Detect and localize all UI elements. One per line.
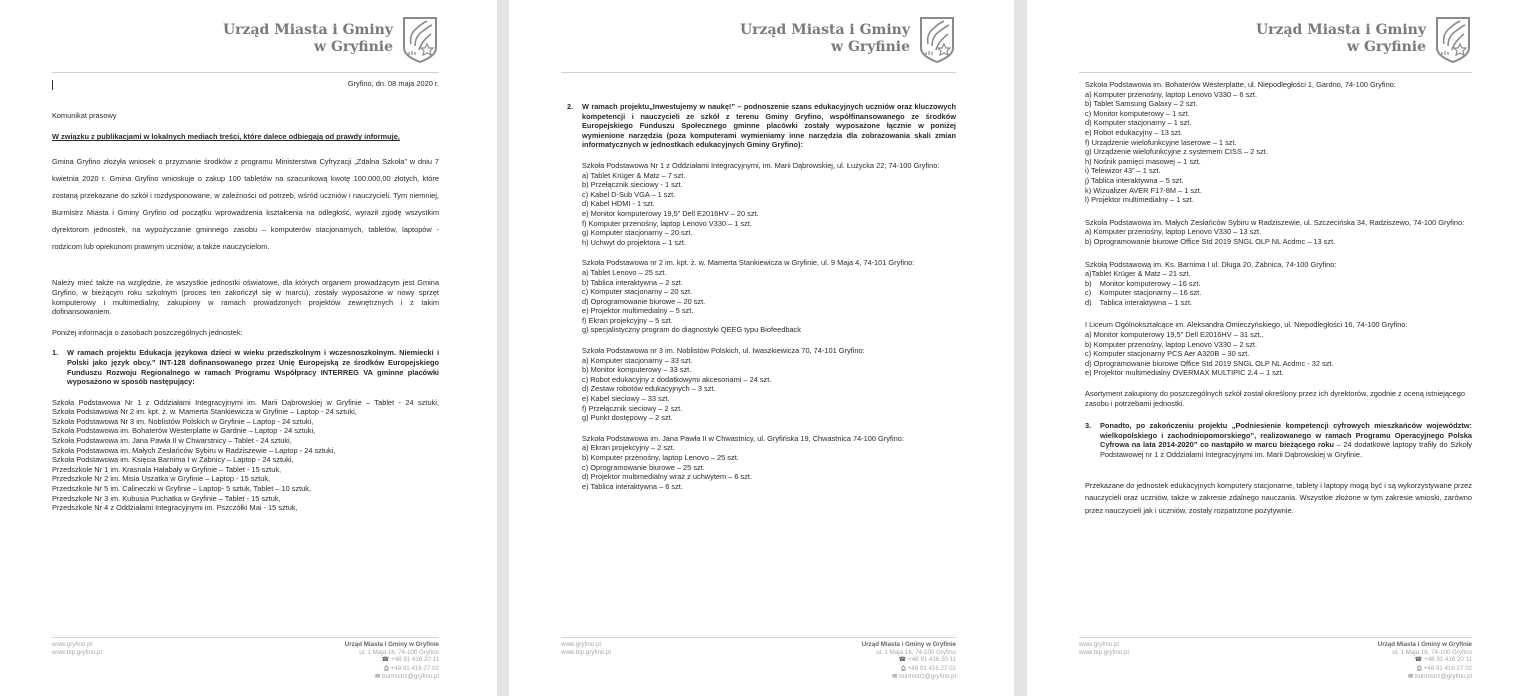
footer-email[interactable]: burmistrz@gryfino.pl — [1415, 673, 1472, 681]
equipment-item: h) Uchwyt do projektora – 1 szt. — [582, 237, 686, 247]
footer-address: ul. 1 Maja 16, 74-100 Gryfino — [876, 648, 956, 656]
fax-icon: ⎙ — [1416, 665, 1422, 672]
school-title: Szkoła Podstawowa im. Jana Pawła II w Chwastnicy, ul. Gryfińska 19, Chwastnica 74-100 Gryfino: — [582, 433, 904, 443]
letterhead-title — [223, 22, 393, 56]
letterhead — [223, 14, 439, 64]
footer-contact — [345, 641, 439, 682]
school-equipment-group — [1085, 80, 1472, 205]
school-title: Szkoła Podstawowa Nr 1 z Oddziałami Integracyjnymi, im. Marii Dąbrowskiej, ul. Łużycka 22; 74-100 Gryfino: — [582, 160, 940, 170]
school-equipment-group — [1085, 320, 1472, 378]
footer-links — [1079, 641, 1129, 656]
equipment-item: c) Robot edukacyjny z dodatkowymi akcesoriami – 24 szt. — [582, 374, 772, 384]
bip-link[interactable]: www.bip.gryfino.pl — [1079, 648, 1129, 656]
header-divider — [561, 72, 956, 73]
equipment-item: k) Wizualizer AVER F17-8M – 1 szt. — [1085, 185, 1202, 195]
equipment-item: e) Tablica interaktywna – 6 szt. — [582, 481, 683, 491]
phone-icon: ☎ — [898, 657, 907, 664]
footer-email[interactable]: burmistrz@gryfino.pl — [382, 673, 439, 681]
school-allocation: Przedszkole Nr 4 z Oddziałami Integracyjnymi im. Pszczółki Mai - 15 sztuk, — [52, 503, 298, 513]
school-title: I Liceum Ogólnokształcące im. Aleksandra Omieczyńskiego, ul. Niepodległości 16, 74-100 Gryfino: — [1085, 320, 1408, 330]
footer-phone: +48 91 416 20 11 — [908, 656, 956, 664]
coat-of-arms-icon — [918, 14, 956, 64]
school-equipment-group — [582, 434, 956, 492]
footer-email[interactable]: burmistrz@gryfino.pl — [899, 673, 956, 681]
school-allocation: Szkoła Podstawowa Nr 2 im. kpt. ż. w. Mamerta Stankiewicza w Gryfinie – Laptop - 24 sztuki, — [52, 407, 357, 417]
item-number: 1. — [52, 348, 59, 358]
website-link[interactable]: www.gryfino.pl — [1079, 641, 1119, 648]
equipment-item: b) Komputer przenośny, laptop Lenovo – 25 szt. — [582, 453, 739, 462]
school-equipment-group — [1085, 218, 1472, 247]
fax-icon: ⎙ — [383, 665, 389, 672]
equipment-item: g) Punkt dostępowy – 2 szt. — [582, 413, 673, 423]
school-title: Szkoła Podstawowa nr 3 im. Noblistów Polskich, ul. Iwaszkiewicza 70, 74-101 Gryfino: — [582, 346, 865, 356]
equipment-item: e) Projektor multimedialny OVERMAX MULTIPIC 2.4 – 1 szt. — [1085, 368, 1284, 378]
letterhead-title — [1256, 22, 1426, 56]
footer-org-name: Urząd Miasta i Gminy w Gryfinie — [344, 641, 439, 648]
equipment-item: c) Oprogramowanie biurowe – 25 szt. — [582, 462, 705, 472]
equipment-item: l) Projektor multimedialny – 1 szt. — [1085, 195, 1194, 205]
school-allocation: Przedszkole Nr 1 im. Krasnala Hałabały w Gryfinie – Tablet - 15 sztuk, — [52, 464, 282, 474]
page1-body — [52, 79, 439, 513]
bip-link[interactable]: www.bip.gryfino.pl — [561, 648, 611, 656]
equipment-item: b) Przełącznik sieciowy - 1 szt. — [582, 180, 683, 190]
school-title: Szkoła Podstawowa im. Bohaterów Westerplatte, ul. Niepodległości 1, Gardno, 74-100 Gryfino: — [1085, 80, 1396, 89]
item-text: W ramach projektu Edukacja językowa dzieci w wieku przedszkolnym i wczesnoszkolnym. Niemiecki i Polski jako język obcy.” INT-128 dofinansowanego przez Unię Europejską ze środków Europejskiego Funduszu Rozwoju Regionalnego w ramach Programu Współpracy INTERREG VA gminne placówki wyposażono w sposób następujący: — [67, 348, 439, 387]
equipment-item: a) Ekran projekcyjny – 2 szt. — [582, 443, 675, 453]
school-allocation: Szkoła Podstawowa im. Jana Pawła II w Chwarstnicy – Tablet - 24 sztuki, — [52, 436, 292, 446]
letterhead — [740, 14, 956, 64]
footer-links — [561, 641, 611, 656]
footer-address: ul. 1 Maja 16, 74-100 Gryfino — [1392, 648, 1472, 656]
email-icon: ✉ — [1408, 674, 1414, 681]
fax-icon: ⎙ — [900, 665, 906, 672]
school-allocation: Szkoła Podstawowa im. Bohaterów Westerplatte w Gardnie – Laptop - 24 sztuki, — [52, 426, 316, 436]
school-allocation: Szkoła Podstawowa im. Księcia Barnima I w Żabnicy – Laptop - 24 sztuki, — [52, 455, 294, 465]
equipment-item: a) Komputer przenośny, laptop Lenovo V330 – 6 szt. — [1085, 89, 1258, 99]
header-divider — [1079, 72, 1472, 73]
school-allocation: Szkoła Podstawowa Nr 1 z Oddziałami Integracyjnymi im. Marii Dąbrowskiej w Gryfinie – Tablet - 24 sztuki, — [52, 397, 439, 407]
intro-paragraph: Gmina Gryfino złożyła wniosek o przyznanie środków z programu Ministerstwa Cyfryzacji „Zdalna Szkoła” w dniu 7 kwietnia 2020 r. Gmina Gryfino wnioskuje o zakup 100 tabletów na szacunkową kwotę 100.000,00 złotych, które zostaną przekazane do szkół i rozdysponowane, w zależności od potrzeb, wśród uczniów i nauczycieli. Tym niemniej, Burmistrz Miasta i Gminy Gryfino od początku wprowadzenia kształcenia na odległość, wyraził zgodę wszystkim dyrektorom jednostek, na wypożyczanie gminnego zasobu – komputerów stacjonarnych, tabletów, laptopów - rodzicom lub opiekunom prawnym uczniów, a także nauczycielom. — [52, 156, 439, 252]
letterhead-title — [740, 22, 910, 56]
equipment-item: b) Tablet Samsung Galaxy – 2 szt. — [1085, 99, 1198, 109]
statement-heading: W związku z publikacjami w lokalnych mediach treści, które dalece odbiegają od prawdy informuję, — [52, 132, 400, 142]
item-text-rest: – 24 dodatkowe laptopy trafiły do Szkoły Podstawowej nr 1 z Oddziałami Integracyjnymi im. Marii Dąbrowskiej w Gryfinie. — [1100, 440, 1472, 459]
school-allocation: Szkoła Podstawowa Nr 3 im. Noblistów Polskich w Gryfinie – Laptop - 24 sztuki, — [52, 416, 314, 426]
equipment-item: f) Komputer przenośny, laptop Lenovo V330 – 1 szt. — [582, 218, 752, 228]
footer-fax: +48 91 416 27 02 — [907, 664, 956, 672]
closing-paragraph: Przekazane do jednostek edukacyjnych komputery stacjonarne, tablety i laptopy mogą być i są wykorzystywane przez nauczycieli oraz uczniów, także w zakresie zdalnego nauczania. Wszystkie złożone w tym zakresie wnioski, zarówno przez nauczycieli jak i uczniów, zostały rozpatrzone pozytywnie. — [1085, 480, 1472, 515]
phone-icon: ☎ — [381, 657, 390, 664]
footer-divider — [561, 637, 956, 638]
equipment-item: g) specjalistyczny program do diagnostyki QEEG typu Biofeedback — [582, 325, 801, 335]
document-page-2 — [509, 0, 1014, 696]
school-title: Szkoła Podstawowa im. Małych Zesłańców Sybiru w Radziszewie, ul. Szczecińska 34, Radziszewo, 74-100 Gryfino: — [1085, 217, 1465, 227]
assortment-note: Asortyment zakupiony do poszczególnych szkół został określony przez ich dyrektorów, zgodnie z oceną istniejącego zasobu i potrzebami jednostki. — [1085, 389, 1465, 408]
footer-contact — [1378, 641, 1472, 682]
org-name-line2: w Gryfinie — [314, 39, 393, 55]
equipment-item: c) Komputer stacjonarny – 16 szt. — [1085, 288, 1202, 298]
school-title: Szkołą Podstawową im. Ks. Barnima I ul. Długa 20, Żabnica, 74-100 Gryfino: — [1085, 259, 1337, 269]
equipment-item: f) Przełącznik sieciowy – 2 szt. — [582, 403, 683, 413]
footer-fax: +48 91 416 27 02 — [390, 664, 439, 672]
equipment-item: d) Zestaw robotów edukacyjnych – 3 szt. — [582, 384, 716, 394]
equipment-item: b) Monitor komputerowy – 16 szt. — [1085, 278, 1201, 288]
equipment-item: j) Tablica interaktywna – 5 szt. — [1085, 175, 1184, 185]
letter-date: Gryfino, dn. 08 maja 2020 r. — [347, 79, 439, 88]
school-equipment-group — [582, 161, 956, 247]
equipment-item: a)Tablet Krüger & Matz – 21 szt. — [1085, 269, 1191, 279]
org-name-line1: Urząd Miasta i Gminy — [222, 22, 393, 38]
equipment-item: b) Tablica interaktywna – 2 szt. — [582, 277, 683, 287]
equipment-item: f) Urządzenie wielofunkcyjne laserowe – 1 szt. — [1085, 137, 1237, 147]
school-allocation-list — [52, 398, 439, 513]
footer-contact — [862, 641, 956, 682]
footer-phone: +48 91 416 20 11 — [1424, 656, 1472, 664]
equipment-item: d) Oprogramowanie biurowe Office Std 2019 SNGL OLP NL Acdmc - 32 szt. — [1085, 358, 1334, 368]
equipment-item: c) Komputer stacjonarny – 20 szt. — [582, 287, 693, 297]
school-allocation: Szkoła Podstawowa im. Małych Zesłańców Sybiru w Radziszewie – Laptop - 24 sztuki, — [52, 445, 336, 455]
equipment-item: b) Monitor komputerowy – 33 szt. — [582, 365, 692, 375]
page3-body — [1085, 80, 1472, 517]
org-name-line1: Urząd Miasta i Gminy — [1255, 22, 1426, 38]
email-icon: ✉ — [375, 674, 381, 681]
equipment-item: c) Monitor komputerowy – 1 szt. — [1085, 108, 1190, 118]
equipment-item: a) Komputer przenośny, laptop Lenovo V330 – 13 szt. — [1085, 227, 1262, 237]
equipment-item: b) Oprogramowanie biurowe Office Std 2019 SNGL OLP NL Acdmc – 13 szt. — [1085, 236, 1336, 246]
equipment-item: e) Robot edukacyjny – 13 szt. — [1085, 127, 1183, 137]
equipment-paragraph: Należy mieć także na względzie, że wszystkie jednostki oświatowe, dla których organem prowadzącym jest Gmina Gryfino, w bieżącym roku szkolnym (proces ten zakończył się w marcu), zostały wyposażone w nowy sprzęt komputerowy i multimedialny, zakupiony w ramach prowadzonych projektów zewnętrznych i z takim dofinansowaniem. — [52, 278, 439, 317]
footer-fax: +48 91 416 27 02 — [1423, 664, 1472, 672]
numbered-item-2 — [567, 102, 956, 150]
footer-links — [52, 641, 102, 656]
equipment-item: d) Tablica interaktywna – 1 szt. — [1085, 297, 1193, 307]
equipment-item: b) Komputer przenośny, laptop Lenovo V330 – 2 szt. — [1085, 339, 1258, 349]
school-equipment-group — [582, 258, 956, 335]
document-type-label: Komunikat prasowy — [52, 110, 117, 120]
equipment-item: d) Projektor multimedialny wraz z uchwytem – 6 szt. — [582, 472, 753, 482]
header-divider — [52, 72, 439, 73]
equipment-item: e) Projektor multimedialny – 5 szt. — [582, 306, 694, 316]
document-page-1 — [0, 0, 497, 696]
school-equipment-group — [1085, 260, 1472, 308]
page2-body — [567, 102, 956, 491]
footer-phone: +48 91 416 20 11 — [391, 656, 439, 664]
coat-of-arms-icon — [1434, 14, 1472, 64]
equipment-item: a) Tablet Lenovo – 25 szt. — [582, 267, 667, 277]
item-text: W ramach projektu„Inwestujemy w naukę!” – podnoszenie szans edukacyjnych uczniów oraz kluczowych kompetencji i nauczycieli ze szkół z terenu Gminy Gryfino, współfinansowanego ze środków Europejskiego Funduszu Społecznego gminne placówki zostały wyposażone łącznie w poniżej wymienione narzędzia (poza komputerami wymieniamy inne narzędzia dla zobrazowania skali zmian informatycznych w jednostkach edukacyjnych Gminy Gryfino): — [582, 102, 956, 150]
website-link[interactable]: www.gryfino.pl — [52, 641, 92, 648]
equipment-item: g) Urządzenie wielofunkcyjne z systemem CISS – 2 szt. — [1085, 147, 1268, 157]
footer-org-name: Urząd Miasta i Gminy w Gryfinie — [1377, 641, 1472, 648]
equipment-item: h) Nośnik pamięci masowej – 1 szt. — [1085, 156, 1201, 166]
item-text-bold: Ponadto, po zakończeniu projektu „Podniesienie kompetencji cyfrowych mieszkańców województw: wielkopolskiego i zachodniopomorskiego”, realizowanego w ramach Programu Operacyjnego Polska Cyfrowa na lata 2014-2020” co nastąpiło w marcu bieżącego roku — [1100, 421, 1472, 450]
school-allocation: Przedszkole Nr 5 im. Calineczki w Gryfinie – Laptop- 5 sztuk, Tablet – 10 sztuk, — [52, 484, 312, 494]
bip-link[interactable]: www.bip.gryfino.pl — [52, 648, 102, 656]
footer-address: ul. 1 Maja 16, 74-100 Gryfino — [359, 648, 439, 656]
document-page-3 — [1027, 0, 1530, 696]
equipment-item: a) Tablet Krüger & Matz – 7 szt. — [582, 170, 686, 180]
footer-org-name: Urząd Miasta i Gminy w Gryfinie — [861, 641, 956, 648]
numbered-item-3 — [1085, 421, 1472, 459]
org-name-line2: w Gryfinie — [1347, 39, 1426, 55]
org-name-line1: Urząd Miasta i Gminy — [739, 22, 910, 38]
equipment-item: i) Telewizor 43” – 1 szt. — [1085, 166, 1161, 176]
equipment-item: g) Komputer stacjonarny – 20 szt. — [582, 228, 693, 238]
school-allocation: Przedszkole Nr 2 im. Misia Uszatka w Gryfinie – Laptop - 15 sztuk, — [52, 474, 271, 484]
equipment-item: e) Monitor komputerowy 19,5” Dell E2016HV – 20 szt. — [582, 208, 759, 218]
equipment-item: d) Kabel HDMI - 1 szt. — [582, 199, 655, 209]
equipment-item: f) Ekran projekcyjny – 5 szt. — [582, 315, 673, 325]
units-intro: Poniżej informacja o zasobach poszczególnych jednostek: — [52, 327, 243, 337]
numbered-item-1 — [52, 348, 439, 386]
org-name-line2: w Gryfinie — [831, 39, 910, 55]
equipment-item: c) Kabel D-Sub VGA – 1 szt. — [582, 189, 676, 199]
item-number: 2. — [567, 102, 574, 111]
equipment-item: d) Oprogramowanie biurowe – 20 szt. — [582, 296, 706, 306]
footer-divider — [1079, 637, 1472, 638]
equipment-item: e) Kabel sieciowy – 33 szt. — [582, 394, 670, 404]
phone-icon: ☎ — [1414, 657, 1423, 664]
equipment-item: d) Komputer stacjonarny – 1 szt. — [1085, 118, 1192, 128]
equipment-item: c) Komputer stacjonarny PCS Aer A320B – 30 szt. — [1085, 349, 1250, 359]
school-allocation: Przedszkole Nr 3 im. Kubusia Puchatka w Gryfinie – Tablet - 15 sztuk, — [52, 493, 281, 503]
school-title: Szkoła Podstawowa nr 2 im. kpt. ż. w. Mamerta Stankiewicza w Gryfinie, ul. 9 Maja 4, 74-101 Gryfino: — [582, 258, 915, 268]
footer-divider — [52, 637, 439, 638]
item-number: 3. — [1085, 421, 1092, 431]
email-icon: ✉ — [892, 674, 898, 681]
website-link[interactable]: www.gryfino.pl — [561, 641, 601, 648]
equipment-item: a) Monitor komputerowy 19,5” Dell E2016HV – 31 szt., — [1085, 330, 1264, 340]
coat-of-arms-icon — [401, 14, 439, 64]
item-text — [1100, 421, 1472, 459]
equipment-item: a) Komputer stacjonarny – 33 szt. — [582, 355, 693, 365]
letterhead — [1256, 14, 1472, 64]
school-equipment-group — [582, 346, 956, 423]
